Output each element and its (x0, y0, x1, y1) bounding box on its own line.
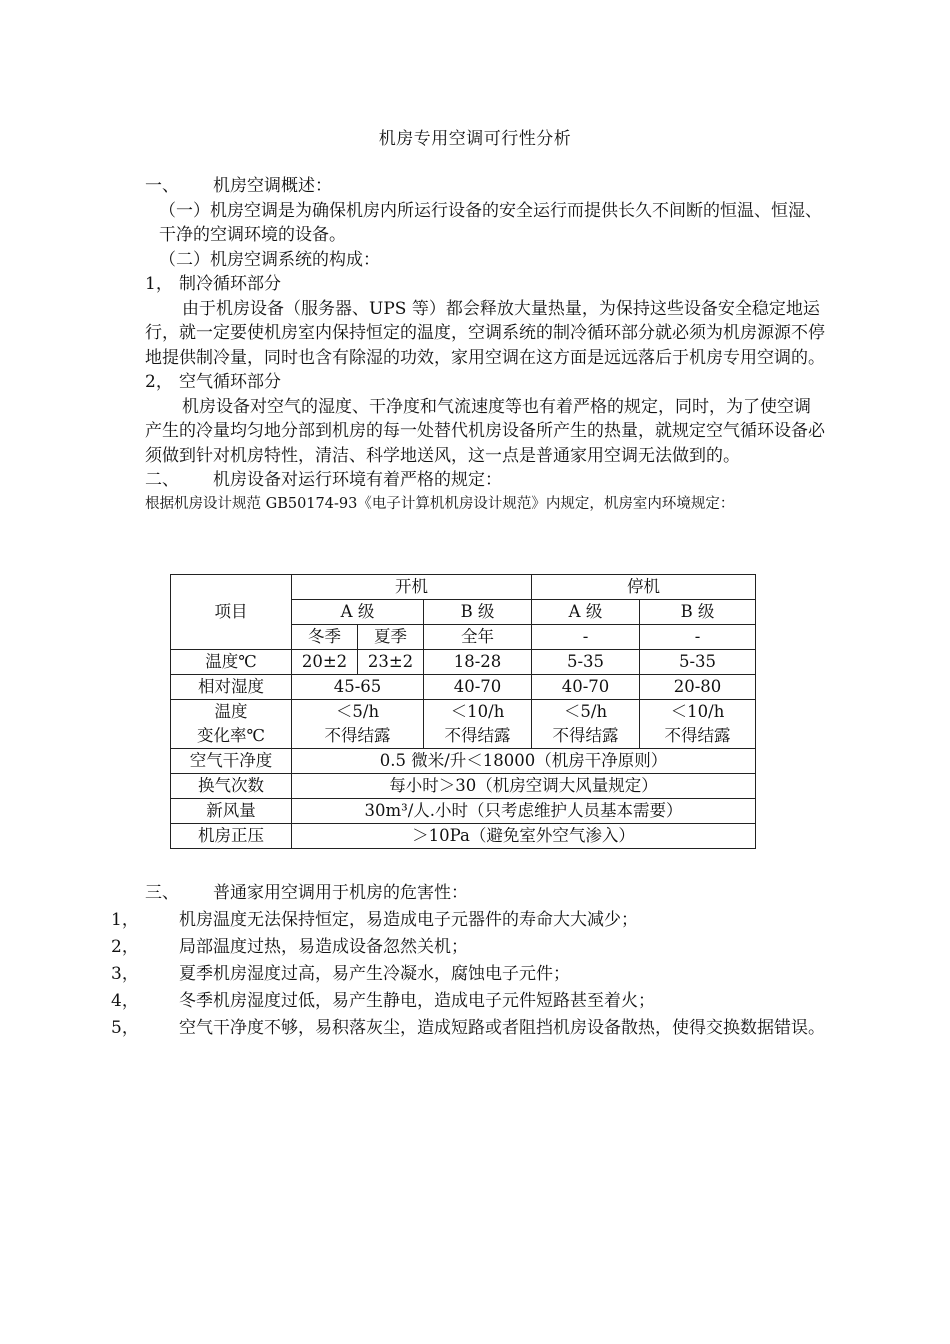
header-off-b: B 级 (640, 600, 756, 625)
section-3-number: 三、 (145, 883, 179, 903)
table-cell (424, 700, 532, 749)
section-3-heading (145, 880, 825, 907)
section-1-paragraph-2: （二）机房空调系统的构成： (159, 249, 380, 270)
list-item-text: 局部温度过热，易造成设备忽然关机； (179, 937, 468, 957)
environment-spec-table (170, 574, 756, 849)
table-row-fresh-air (171, 799, 756, 824)
table-cell: 5-35 (640, 650, 756, 675)
table-row-temperature (171, 650, 756, 675)
header-off-b-dash: - (640, 625, 756, 650)
table-cell (292, 700, 424, 749)
list-item (111, 961, 825, 988)
header-item: 项目 (171, 575, 292, 650)
header-off-a-dash: - (532, 625, 640, 650)
table-cell: 23±2 (358, 650, 424, 675)
rate-note: 不得结露 (324, 726, 391, 745)
header-on-b: B 级 (424, 600, 532, 625)
row-label (171, 700, 292, 749)
list-item-number: 5， (111, 1018, 139, 1038)
rate-value: ＜5/h (563, 702, 608, 721)
subsection-1-number: 1， (145, 274, 173, 294)
row-label: 机房正压 (171, 824, 292, 849)
section-1-paragraph-1: （一）机房空调是为确保机房内所运行设备的安全运行而提供长久不间断的恒温、恒湿、干净的空调环境的设备。 (159, 200, 822, 245)
subsection-1-heading (145, 272, 825, 297)
row-label-line-1: 温度 (214, 702, 248, 721)
section-2-intro: 根据机房设计规范 GB50174-93《电子计算机机房设计规范》内规定，机房室内环境规定： (145, 495, 735, 512)
list-item (111, 988, 825, 1015)
subsection-1-text: 由于机房设备（服务器、UPS 等）都会释放大量热量，为保持这些设备安全稳定地运行，就一定要使机房室内保持恒定的温度，空调系统的制冷循环部分就必须为机房源源不停地提供制冷量，同时也含有除湿的功效，家用空调在这方面是远远落后于机房专用空调的。 (145, 298, 825, 368)
table-cell (640, 700, 756, 749)
list-item-text: 夏季机房湿度过高，易产生冷凝水，腐蚀电子元件； (179, 964, 570, 984)
list-item-text: 空气干净度不够，易积落灰尘，造成短路或者阻挡机房设备散热，使得交换数据错误。 (179, 1018, 825, 1038)
section-1-heading (145, 174, 825, 199)
table-row-temp-change-rate (171, 700, 756, 749)
header-on-a: A 级 (292, 600, 424, 625)
rate-note: 不得结露 (664, 726, 731, 745)
rate-value: ＜5/h (335, 702, 380, 721)
rate-value: ＜10/h (670, 702, 725, 721)
row-label: 新风量 (171, 799, 292, 824)
list-item-number: 2， (111, 937, 139, 957)
list-item-number: 4， (111, 991, 139, 1011)
table-cell: 45-65 (292, 675, 424, 700)
table-row-air-changes (171, 774, 756, 799)
subsection-2-number: 2， (145, 372, 173, 392)
header-winter: 冬季 (292, 625, 358, 650)
rate-note: 不得结露 (552, 726, 619, 745)
list-item-text: 机房温度无法保持恒定，易造成电子元器件的寿命大大减少； (179, 910, 638, 930)
section-3 (111, 880, 825, 1042)
list-item-text: 冬季机房湿度过低，易产生静电，造成电子元件短路甚至着火； (179, 991, 655, 1011)
rate-value: ＜10/h (450, 702, 505, 721)
section-1 (145, 174, 825, 515)
header-on: 开机 (292, 575, 532, 600)
section-2-heading (145, 468, 825, 493)
table-cell: 20-80 (640, 675, 756, 700)
section-1-title: 机房空调概述： (213, 176, 332, 196)
table-cell: 每小时＞30（机房空调大风量规定） (292, 774, 756, 799)
subsection-2-heading (145, 370, 825, 395)
table-cell: 20±2 (292, 650, 358, 675)
table-cell (532, 700, 640, 749)
row-label-line-2: 变化率℃ (197, 726, 265, 745)
table-cell: 30m³/人.小时（只考虑维护人员基本需要） (292, 799, 756, 824)
row-label: 相对湿度 (171, 675, 292, 700)
table-cell: 5-35 (532, 650, 640, 675)
list-item-number: 3， (111, 964, 139, 984)
row-label: 换气次数 (171, 774, 292, 799)
header-off: 停机 (532, 575, 756, 600)
table-cell: 40-70 (532, 675, 640, 700)
table-header-row-1 (171, 575, 756, 600)
section-1-number: 一、 (145, 176, 179, 196)
table-cell: 0.5 微米/升＜18000（机房干净原则） (292, 749, 756, 774)
table-cell: 18-28 (424, 650, 532, 675)
subsection-1-title: 制冷循环部分 (179, 274, 281, 294)
header-summer: 夏季 (358, 625, 424, 650)
list-item (111, 907, 825, 934)
list-item (111, 934, 825, 961)
table-cell: 40-70 (424, 675, 532, 700)
rate-note: 不得结露 (444, 726, 511, 745)
table-row-air-cleanliness (171, 749, 756, 774)
document-title: 机房专用空调可行性分析 (378, 129, 572, 149)
subsection-2-text: 机房设备对空气的湿度、干净度和气流速度等也有着严格的规定，同时，为了使空调产生的冷量均匀地分部到机房的每一处替代机房设备所产生的热量，就规定空气循环设备必须做到针对机房特性，清洁、科学地送风，这一点是普通家用空调无法做到的。 (145, 396, 825, 466)
row-label: 空气干净度 (171, 749, 292, 774)
section-3-title: 普通家用空调用于机房的危害性： (213, 883, 468, 903)
header-off-a: A 级 (532, 600, 640, 625)
table-cell: ＞10Pa（避免室外空气渗入） (292, 824, 756, 849)
section-2-title: 机房设备对运行环境有着严格的规定： (213, 470, 502, 490)
subsection-2-title: 空气循环部分 (179, 372, 281, 392)
row-label: 温度℃ (171, 650, 292, 675)
list-item (111, 1015, 825, 1042)
list-item-number: 1， (111, 910, 139, 930)
table-row-humidity (171, 675, 756, 700)
section-2-number: 二、 (145, 470, 179, 490)
header-all-year: 全年 (424, 625, 532, 650)
table-row-positive-pressure (171, 824, 756, 849)
